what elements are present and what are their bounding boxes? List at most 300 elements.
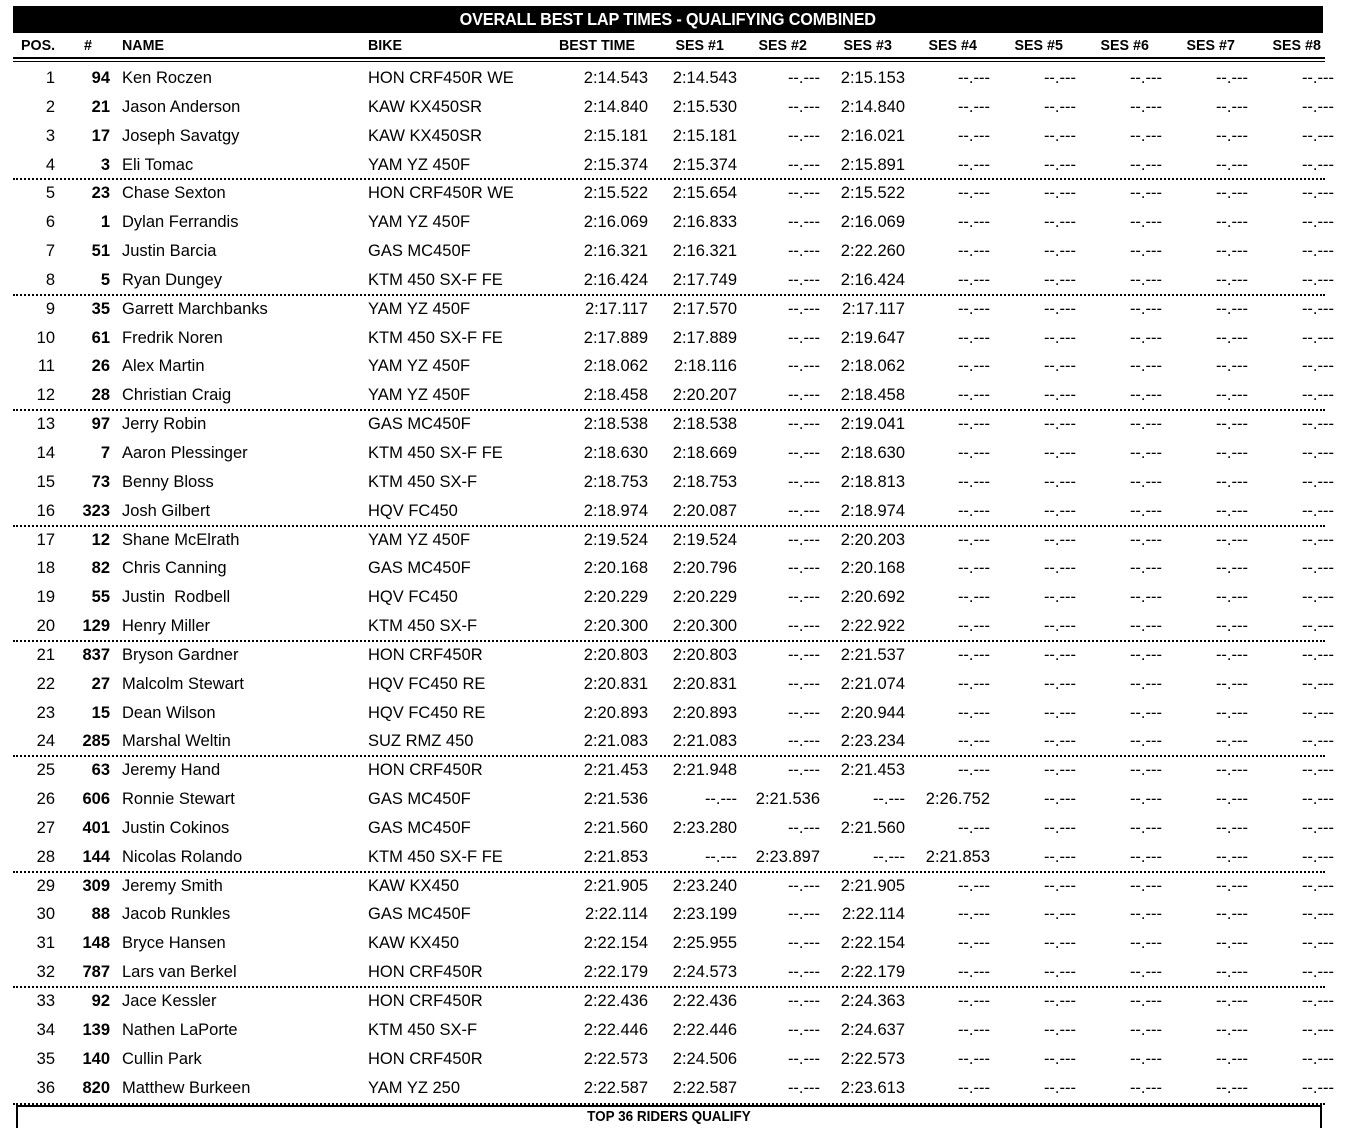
row-ses7: --.--- xyxy=(1215,472,1248,491)
row-ses3: 2:15.522 xyxy=(840,184,905,203)
row-rider-number: 27 xyxy=(91,674,110,693)
row-ses1: 2:23.199 xyxy=(672,905,737,924)
row-rider-number: 92 xyxy=(91,992,110,1010)
row-best-time: 2:18.630 xyxy=(583,443,648,462)
row-ses2: --.--- xyxy=(787,818,820,837)
row-ses5: --.--- xyxy=(1043,1020,1076,1039)
row-ses6: --.--- xyxy=(1129,1020,1162,1039)
row-rider-name: Jeremy Hand xyxy=(122,761,221,780)
row-ses4: --.--- xyxy=(957,876,990,895)
row-rider-number: 837 xyxy=(82,645,110,664)
row-ses3: 2:20.168 xyxy=(840,559,905,578)
row-rider-name: Cullin Park xyxy=(122,1049,202,1068)
row-bike: KTM 450 SX-F xyxy=(368,617,478,636)
row-ses7: --.--- xyxy=(1215,443,1248,462)
row-ses8: --.--- xyxy=(1301,1078,1334,1097)
row-rider-name: Lars van Berkel xyxy=(122,963,237,982)
row-ses6: --.--- xyxy=(1129,415,1162,434)
row-ses7: --.--- xyxy=(1215,69,1248,87)
row-best-time: 2:14.840 xyxy=(583,97,648,116)
row-position: 36 xyxy=(36,1078,55,1097)
row-rider-number: 820 xyxy=(82,1078,110,1097)
row-rider-number: 26 xyxy=(91,357,110,376)
column-header-bike: BIKE xyxy=(368,37,403,54)
row-ses2: --.--- xyxy=(787,530,820,549)
row-position: 12 xyxy=(36,386,55,405)
row-position: 8 xyxy=(45,270,55,289)
row-position: 28 xyxy=(36,847,55,866)
row-rider-name: Marshal Weltin xyxy=(122,732,231,751)
row-best-time: 2:17.117 xyxy=(584,299,648,318)
row-ses4: --.--- xyxy=(957,386,990,405)
row-position: 10 xyxy=(36,328,55,347)
row-ses3: 2:21.074 xyxy=(840,674,905,693)
row-position: 17 xyxy=(36,530,55,549)
page-title: OVERALL BEST LAP TIMES - QUALIFYING COMBINED xyxy=(459,8,877,29)
row-position: 9 xyxy=(45,299,55,318)
row-ses5: --.--- xyxy=(1043,213,1076,232)
row-ses1: 2:17.889 xyxy=(672,328,737,347)
row-ses2: --.--- xyxy=(787,1049,820,1068)
table-row xyxy=(0,179,1350,208)
row-ses1: 2:18.538 xyxy=(672,415,737,434)
row-rider-number: 35 xyxy=(91,299,110,318)
column-header-number: # xyxy=(84,37,92,54)
row-rider-number: 97 xyxy=(91,415,110,434)
row-rider-number: 51 xyxy=(91,242,110,261)
row-bike: HQV FC450 RE xyxy=(368,703,486,722)
row-position: 6 xyxy=(45,213,55,232)
row-ses8: --.--- xyxy=(1301,588,1334,607)
row-ses8: --.--- xyxy=(1301,530,1334,549)
row-best-time: 2:18.753 xyxy=(583,472,648,491)
row-ses3: 2:22.260 xyxy=(840,242,905,261)
row-ses5: --.--- xyxy=(1043,963,1076,982)
row-position: 7 xyxy=(45,242,55,261)
row-ses6: --.--- xyxy=(1129,992,1162,1010)
row-bike: HON CRF450R xyxy=(368,992,483,1010)
row-ses2: --.--- xyxy=(787,443,820,462)
column-header-ses1: SES #1 xyxy=(675,37,724,54)
row-position: 23 xyxy=(36,703,55,722)
row-ses7: --.--- xyxy=(1215,184,1248,203)
row-ses6: --.--- xyxy=(1129,328,1162,347)
table-row xyxy=(0,151,1350,180)
row-ses4: --.--- xyxy=(957,588,990,607)
row-ses1: 2:21.083 xyxy=(672,732,737,751)
row-ses7: --.--- xyxy=(1215,97,1248,116)
row-ses5: --.--- xyxy=(1043,818,1076,837)
qualify-footer-box xyxy=(16,1105,1322,1128)
row-ses5: --.--- xyxy=(1043,761,1076,780)
table-row xyxy=(0,208,1350,237)
row-position: 14 xyxy=(36,443,55,462)
row-ses3: 2:21.537 xyxy=(840,645,905,664)
row-rider-name: Jacob Runkles xyxy=(122,905,231,924)
row-ses5: --.--- xyxy=(1043,847,1076,866)
row-ses5: --.--- xyxy=(1043,299,1076,318)
row-ses3: 2:17.117 xyxy=(841,299,905,318)
row-ses6: --.--- xyxy=(1129,97,1162,116)
row-bike: HON CRF450R xyxy=(368,1049,483,1068)
table-row xyxy=(0,872,1350,901)
row-ses1: 2:20.207 xyxy=(672,386,737,405)
row-position: 1 xyxy=(45,69,55,87)
row-ses2: --.--- xyxy=(787,357,820,376)
row-ses5: --.--- xyxy=(1043,790,1076,809)
row-rider-number: 23 xyxy=(91,184,110,203)
row-position: 27 xyxy=(36,818,55,837)
row-best-time: 2:22.179 xyxy=(583,963,648,982)
row-bike: GAS MC450F xyxy=(368,818,471,837)
row-ses1: 2:24.573 xyxy=(672,963,737,982)
row-rider-name: Alex Martin xyxy=(122,357,205,376)
row-ses4: --.--- xyxy=(957,559,990,578)
row-ses3: 2:15.891 xyxy=(840,155,905,174)
row-ses7: --.--- xyxy=(1215,761,1248,780)
row-rider-number: 1 xyxy=(100,213,110,232)
row-best-time: 2:18.974 xyxy=(583,501,648,520)
row-ses1: 2:24.506 xyxy=(672,1049,737,1068)
row-ses5: --.--- xyxy=(1043,703,1076,722)
row-ses4: --.--- xyxy=(957,530,990,549)
row-rider-number: 28 xyxy=(91,386,110,405)
row-bike: HQV FC450 RE xyxy=(368,674,486,693)
row-ses3: --.--- xyxy=(872,847,905,866)
row-position: 21 xyxy=(36,645,55,664)
row-position: 22 xyxy=(36,674,55,693)
row-ses1: 2:18.753 xyxy=(672,472,737,491)
row-ses1: 2:22.436 xyxy=(672,992,737,1010)
table-header-row xyxy=(13,36,1325,58)
column-header-ses4: SES #4 xyxy=(928,37,977,54)
row-ses6: --.--- xyxy=(1129,443,1162,462)
row-ses1: 2:16.833 xyxy=(672,213,737,232)
row-ses3: 2:24.363 xyxy=(840,992,905,1010)
row-rider-number: 94 xyxy=(91,69,110,87)
row-best-time: 2:21.536 xyxy=(583,790,648,809)
row-rider-number: 5 xyxy=(100,270,110,289)
row-bike: HON CRF450R WE xyxy=(368,184,514,203)
row-ses5: --.--- xyxy=(1043,415,1076,434)
row-ses1: 2:20.893 xyxy=(672,703,737,722)
table-row xyxy=(0,468,1350,497)
table-row xyxy=(0,612,1350,641)
row-ses6: --.--- xyxy=(1129,617,1162,636)
row-ses5: --.--- xyxy=(1043,617,1076,636)
row-ses4: --.--- xyxy=(957,1049,990,1068)
row-ses3: 2:18.630 xyxy=(840,443,905,462)
row-best-time: 2:15.374 xyxy=(583,155,648,174)
row-best-time: 2:21.083 xyxy=(583,732,648,751)
row-position: 25 xyxy=(36,761,55,780)
row-ses7: --.--- xyxy=(1215,357,1248,376)
row-bike: KAW KX450 xyxy=(368,934,460,953)
row-ses4: --.--- xyxy=(957,155,990,174)
row-ses5: --.--- xyxy=(1043,357,1076,376)
row-ses3: 2:18.062 xyxy=(840,357,905,376)
row-ses7: --.--- xyxy=(1215,963,1248,982)
row-ses6: --.--- xyxy=(1129,69,1162,87)
row-ses8: --.--- xyxy=(1301,357,1334,376)
row-rider-number: 309 xyxy=(82,876,110,895)
row-ses4: --.--- xyxy=(957,905,990,924)
row-bike: KTM 450 SX-F FE xyxy=(368,270,503,289)
row-best-time: 2:20.300 xyxy=(583,617,648,636)
row-ses6: --.--- xyxy=(1129,905,1162,924)
row-ses7: --.--- xyxy=(1215,299,1248,318)
row-rider-name: Ryan Dungey xyxy=(122,270,222,289)
row-bike: HQV FC450 xyxy=(368,588,458,607)
row-best-time: 2:18.538 xyxy=(583,415,648,434)
row-ses6: --.--- xyxy=(1129,674,1162,693)
row-ses6: --.--- xyxy=(1129,184,1162,203)
table-row xyxy=(0,526,1350,555)
row-ses4: --.--- xyxy=(957,703,990,722)
table-row xyxy=(0,93,1350,122)
row-ses6: --.--- xyxy=(1129,530,1162,549)
row-ses3: 2:23.234 xyxy=(840,732,905,751)
row-rider-number: 88 xyxy=(91,905,110,924)
row-ses3: 2:24.637 xyxy=(840,1020,905,1039)
row-ses4: --.--- xyxy=(957,501,990,520)
row-ses3: 2:20.203 xyxy=(840,530,905,549)
row-ses1: 2:20.300 xyxy=(672,617,737,636)
row-position: 33 xyxy=(36,992,55,1010)
row-ses2: 2:23.897 xyxy=(755,847,820,866)
row-ses4: --.--- xyxy=(957,472,990,491)
row-ses5: --.--- xyxy=(1043,126,1076,145)
row-ses2: --.--- xyxy=(787,126,820,145)
row-ses1: 2:21.948 xyxy=(672,761,737,780)
row-rider-number: 21 xyxy=(91,97,110,116)
table-row xyxy=(0,843,1350,872)
row-best-time: 2:20.831 xyxy=(583,674,648,693)
row-rider-number: 73 xyxy=(91,472,110,491)
row-ses2: --.--- xyxy=(787,876,820,895)
row-best-time: 2:21.905 xyxy=(583,876,648,895)
row-ses3: 2:20.944 xyxy=(840,703,905,722)
row-rider-name: Justin Cokinos xyxy=(122,818,230,837)
row-ses4: 2:26.752 xyxy=(925,790,990,809)
row-ses4: --.--- xyxy=(957,617,990,636)
row-rider-name: Justin Rodbell xyxy=(122,588,231,607)
row-ses7: --.--- xyxy=(1215,1020,1248,1039)
row-ses1: 2:23.280 xyxy=(672,818,737,837)
row-position: 20 xyxy=(36,617,55,636)
row-ses4: --.--- xyxy=(957,213,990,232)
row-ses1: 2:25.955 xyxy=(672,934,737,953)
row-best-time: 2:17.889 xyxy=(583,328,648,347)
row-ses7: --.--- xyxy=(1215,790,1248,809)
row-ses7: --.--- xyxy=(1215,645,1248,664)
row-ses5: --.--- xyxy=(1043,472,1076,491)
results-table-body xyxy=(0,64,1350,1102)
row-position: 31 xyxy=(36,934,55,953)
row-bike: KTM 450 SX-F xyxy=(368,472,478,491)
row-ses1: 2:18.669 xyxy=(672,443,737,462)
row-ses2: --.--- xyxy=(787,703,820,722)
row-ses8: --.--- xyxy=(1301,126,1334,145)
row-ses5: --.--- xyxy=(1043,242,1076,261)
row-ses8: --.--- xyxy=(1301,790,1334,809)
row-best-time: 2:21.853 xyxy=(583,847,648,866)
row-ses8: --.--- xyxy=(1301,1049,1334,1068)
row-best-time: 2:16.069 xyxy=(583,213,648,232)
row-ses2: --.--- xyxy=(787,501,820,520)
row-ses3: 2:18.813 xyxy=(840,472,905,491)
row-position: 11 xyxy=(37,357,55,376)
table-row xyxy=(0,958,1350,987)
row-ses4: --.--- xyxy=(957,645,990,664)
row-bike: GAS MC450F xyxy=(368,242,471,261)
row-ses8: --.--- xyxy=(1301,155,1334,174)
column-header-pos: POS. xyxy=(21,37,56,54)
row-rider-name: Bryson Gardner xyxy=(122,645,239,664)
row-ses6: --.--- xyxy=(1129,357,1162,376)
row-rider-name: Joseph Savatgy xyxy=(122,126,240,145)
row-ses5: --.--- xyxy=(1043,69,1076,87)
column-header-ses8: SES #8 xyxy=(1272,37,1321,54)
row-rider-number: 55 xyxy=(91,588,110,607)
column-header-ses7: SES #7 xyxy=(1186,37,1235,54)
row-ses7: --.--- xyxy=(1215,617,1248,636)
table-row xyxy=(0,122,1350,151)
row-ses5: --.--- xyxy=(1043,876,1076,895)
row-position: 32 xyxy=(36,963,55,982)
row-ses2: 2:21.536 xyxy=(755,790,820,809)
row-best-time: 2:21.453 xyxy=(583,761,648,780)
row-ses7: --.--- xyxy=(1215,270,1248,289)
row-rider-name: Nathen LaPorte xyxy=(122,1020,238,1039)
row-bike: HQV FC450 xyxy=(368,501,458,520)
row-ses4: --.--- xyxy=(957,761,990,780)
row-ses2: --.--- xyxy=(787,732,820,751)
row-ses8: --.--- xyxy=(1301,732,1334,751)
row-ses5: --.--- xyxy=(1043,1049,1076,1068)
row-ses4: --.--- xyxy=(957,443,990,462)
row-ses2: --.--- xyxy=(787,184,820,203)
row-bike: YAM YZ 450F xyxy=(368,213,471,232)
row-rider-name: Eli Tomac xyxy=(122,155,194,174)
row-position: 26 xyxy=(36,790,55,809)
row-ses7: --.--- xyxy=(1215,934,1248,953)
table-row xyxy=(0,295,1350,324)
row-ses4: --.--- xyxy=(957,357,990,376)
row-ses6: --.--- xyxy=(1129,847,1162,866)
row-ses6: --.--- xyxy=(1129,126,1162,145)
row-bike: KTM 450 SX-F xyxy=(368,1020,478,1039)
row-ses8: --.--- xyxy=(1301,69,1334,87)
row-ses5: --.--- xyxy=(1043,1078,1076,1097)
row-ses3: 2:21.560 xyxy=(840,818,905,837)
row-ses8: --.--- xyxy=(1301,876,1334,895)
row-ses3: 2:16.069 xyxy=(840,213,905,232)
row-ses8: --.--- xyxy=(1301,472,1334,491)
row-ses2: --.--- xyxy=(787,213,820,232)
row-ses3: 2:21.453 xyxy=(840,761,905,780)
row-ses6: --.--- xyxy=(1129,299,1162,318)
row-best-time: 2:14.543 xyxy=(583,69,648,87)
row-ses3: 2:23.613 xyxy=(840,1078,905,1097)
row-ses6: --.--- xyxy=(1129,386,1162,405)
row-bike: KTM 450 SX-F FE xyxy=(368,328,503,347)
table-row xyxy=(0,439,1350,468)
row-ses4: --.--- xyxy=(957,934,990,953)
row-ses4: --.--- xyxy=(957,299,990,318)
row-ses7: --.--- xyxy=(1215,818,1248,837)
row-rider-number: 12 xyxy=(91,530,110,549)
row-ses1: 2:20.087 xyxy=(672,501,737,520)
row-ses6: --.--- xyxy=(1129,588,1162,607)
row-ses3: 2:14.840 xyxy=(840,97,905,116)
row-ses6: --.--- xyxy=(1129,1049,1162,1068)
row-ses5: --.--- xyxy=(1043,934,1076,953)
table-row xyxy=(0,1016,1350,1045)
table-row xyxy=(0,785,1350,814)
row-bike: HON CRF450R xyxy=(368,963,483,982)
row-ses6: --.--- xyxy=(1129,934,1162,953)
row-ses1: 2:22.587 xyxy=(672,1078,737,1097)
row-ses6: --.--- xyxy=(1129,1078,1162,1097)
row-ses2: --.--- xyxy=(787,559,820,578)
row-ses2: --.--- xyxy=(787,270,820,289)
row-ses4: --.--- xyxy=(957,97,990,116)
row-ses6: --.--- xyxy=(1129,559,1162,578)
row-position: 2 xyxy=(45,97,55,116)
row-rider-name: Fredrik Noren xyxy=(122,328,223,347)
row-ses1: --.--- xyxy=(704,847,737,866)
row-best-time: 2:16.424 xyxy=(583,270,648,289)
row-ses1: 2:15.530 xyxy=(672,97,737,116)
row-position: 3 xyxy=(45,126,55,145)
row-ses5: --.--- xyxy=(1043,443,1076,462)
row-ses1: 2:20.831 xyxy=(672,674,737,693)
table-row xyxy=(0,497,1350,526)
row-rider-name: Christian Craig xyxy=(122,386,232,405)
row-position: 5 xyxy=(45,184,55,203)
row-rider-name: Jason Anderson xyxy=(122,97,241,116)
row-rider-name: Jerry Robin xyxy=(122,415,207,434)
row-bike: YAM YZ 250 xyxy=(368,1078,461,1097)
row-ses2: --.--- xyxy=(787,588,820,607)
row-ses7: --.--- xyxy=(1215,1078,1248,1097)
table-row xyxy=(0,583,1350,612)
row-ses8: --.--- xyxy=(1301,847,1334,866)
row-rider-name: Benny Bloss xyxy=(122,472,214,491)
row-best-time: 2:22.587 xyxy=(583,1078,648,1097)
row-ses1: 2:20.229 xyxy=(672,588,737,607)
row-rider-number: 7 xyxy=(100,443,110,462)
row-bike: HON CRF450R xyxy=(368,645,483,664)
row-ses2: --.--- xyxy=(787,761,820,780)
row-ses3: 2:19.647 xyxy=(840,328,905,347)
row-ses1: --.--- xyxy=(704,790,737,809)
row-bike: SUZ RMZ 450 xyxy=(368,732,474,751)
row-ses5: --.--- xyxy=(1043,270,1076,289)
table-row xyxy=(0,381,1350,410)
row-ses6: --.--- xyxy=(1129,876,1162,895)
row-bike: KAW KX450SR xyxy=(368,126,483,145)
row-position: 30 xyxy=(36,905,55,924)
row-ses7: --.--- xyxy=(1215,530,1248,549)
row-ses3: 2:19.041 xyxy=(840,415,905,434)
row-ses7: --.--- xyxy=(1215,674,1248,693)
row-ses4: --.--- xyxy=(957,242,990,261)
row-ses3: 2:15.153 xyxy=(840,69,905,87)
row-ses6: --.--- xyxy=(1129,963,1162,982)
row-rider-name: Bryce Hansen xyxy=(122,934,226,953)
